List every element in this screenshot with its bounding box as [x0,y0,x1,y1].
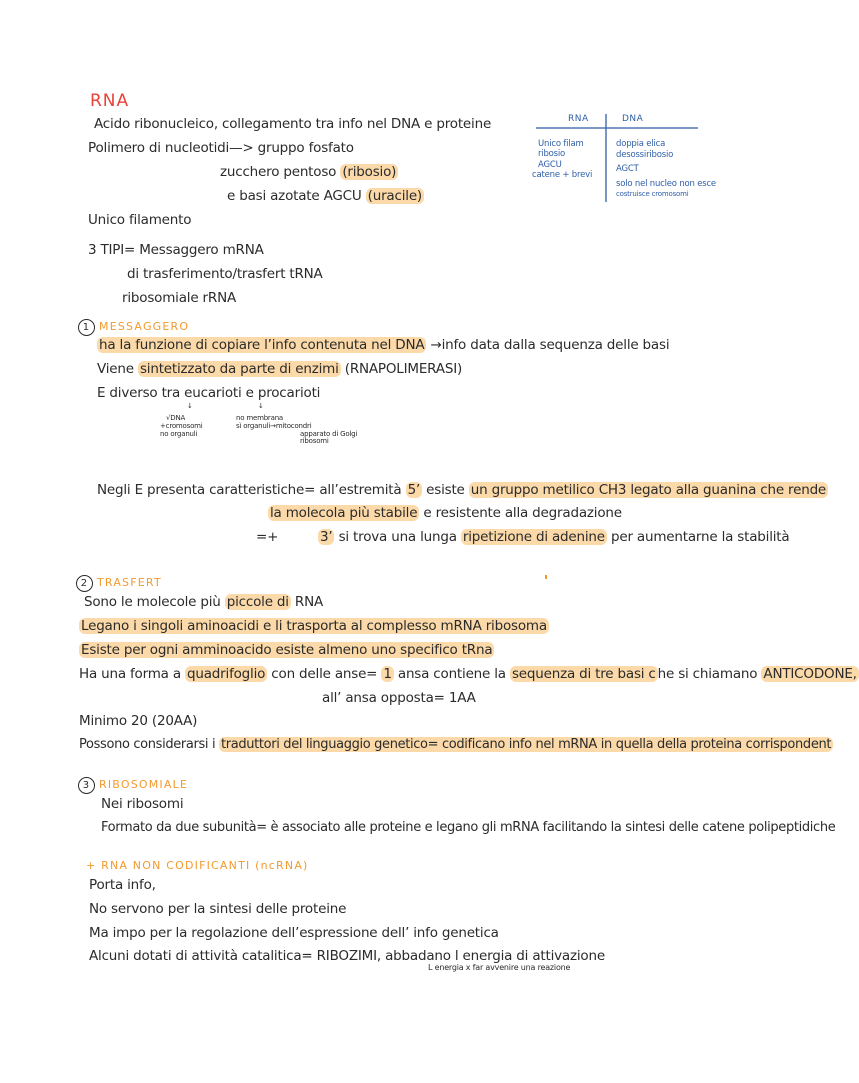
highlight: sequenza di tre basi c [511,666,656,682]
note-prokaryote: apparato di Golgi [300,430,358,438]
table-dna-row: doppia elica [616,139,666,149]
section-1-eukaryote-line-2: la molecola più stabile e resistente alla degradazione [270,505,622,521]
highlight: la molecola più stabile [270,505,418,521]
section-1-heading: 1 MESSAGGERO [78,318,189,336]
section-4-note: L energia x far avvenire una reazione [428,963,571,972]
intro-line-5: Unico filamento [88,212,192,228]
highlight: traduttori del linguaggio genetico= codificano info nel mRNA in quella della proteina corrispondent [221,737,832,752]
section-2-line-4: Ha una forma a quadrifoglio con delle anse= 1 ansa contiene la sequenza di tre basi c he si chiamano ANTICODONE, [79,666,857,682]
highlight: Legano i singoli aminoacidi e li trasporta al complesso mRNA ribosoma [81,618,547,634]
section-1-line-3: E diverso tra eucarioti e procarioti [97,385,321,401]
section-1-eukaryote-line-3: =+ [256,529,279,545]
arrow-down-icon: ↓ [187,402,193,410]
table-rna-row: ribosio [538,149,566,159]
section-number: 3 [78,777,95,794]
section-3-line-2: Formato da due subunità= è associato alle proteine e legano gli mRNA facilitando la sintesi delle catene polipeptidiche [101,820,836,835]
types-line-2: di trasferimento/trasfert tRNA [127,266,323,282]
section-2-heading: 2 TRASFERT [76,574,162,592]
table-head-rna: RNA [568,114,589,124]
highlight: 1 [383,666,392,682]
table-rna-row: AGCU [538,160,562,170]
stray-mark [545,575,547,579]
section-3-heading: 3 RIBOSOMIALE [78,776,188,794]
note-prokaryote: no membrana [236,414,284,422]
table-dna-row: desossiribosio [616,150,674,160]
section-2-line-1: Sono le molecole più piccole di RNA [84,594,324,610]
highlight: (ribosio) [342,164,397,180]
highlight: ha la funzione di copiare l’info contenuta nel DNA [99,337,425,353]
section-3-line-1: Nei ribosomi [101,796,184,812]
table-dna-row: costruisce cromosomi [616,190,689,198]
intro-line-2: Polimero di nucleotidi—> gruppo fosfato [88,140,354,156]
section-4-line-2: No servono per la sintesi delle proteine [89,901,347,917]
section-2-line-5: all’ ansa opposta= 1AA [322,690,476,706]
highlight: ripetizione di adenine [462,529,605,545]
section-1-line-2: Viene sintetizzato da parte di enzimi (RNAPOLIMERASI) [97,361,463,377]
section-number: 1 [78,319,95,336]
intro-line-1: Acido ribonucleico, collegamento tra info nel DNA e proteine [94,116,492,132]
note-eukaryote: no organuli [160,430,198,438]
highlight: quadrifoglio [187,666,266,682]
section-4-line-3: Ma impo per la regolazione dell’espressione dell’ info genetica [89,925,499,941]
section-1-eukaryote-line-3b: 3’ si trova una lunga ripetizione di adenine per aumentarne la stabilità [320,529,790,545]
section-4-line-1: Porta info, [89,877,156,893]
highlight: piccole di [226,594,289,610]
note-prokaryote: sì organuli→mitocondri [236,422,312,430]
note-eukaryote: √DNA [166,414,186,422]
highlight: ANTICODONE, [763,666,857,682]
section-2-line-2 [79,617,549,635]
section-4-line-4: Alcuni dotati di attività catalitica= RIBOZIMI, abbadano l energia di attivazione [89,948,605,964]
section-2-line-6: Minimo 20 (20AA) [79,713,198,729]
highlight: un gruppo metilico CH3 legato alla guanina che rende [470,482,827,498]
table-rna-row: catene + brevi [532,170,593,180]
table-head-dna: DNA [622,114,644,124]
note-eukaryote: +cromosomi [160,422,203,430]
arrow-down-icon: ↓ [258,402,264,410]
highlight: sintetizzato da parte di enzimi [139,361,339,377]
section-2-line-7: Possono considerarsi i traduttori del linguaggio genetico= codificano info nel mRNA in quella della proteina corrispondent [79,737,832,752]
note-prokaryote: ribosomi [300,437,329,445]
intro-line-4: e basi azotate AGCU (uracile) [227,188,422,204]
section-1-eukaryote-line-1: Negli E presenta caratteristiche= all’estremità 5’ esiste un gruppo metilico CH3 legato alla guanina che rende [97,482,827,498]
intro-line-3: zucchero pentoso (ribosio) [220,164,397,180]
section-2-line-3 [79,641,494,659]
highlight: 5’ [407,482,421,498]
table-rna-row: Unico filam [538,139,584,149]
section-4-heading: + RNA NON CODIFICANTI (ncRNA) [86,859,309,872]
section-1-line-1: ha la funzione di copiare l’info contenuta nel DNA →info data dalla sequenza delle basi [99,337,670,353]
types-line-3: ribosomiale rRNA [122,290,237,306]
page-title: RNA [90,91,130,111]
highlight: (uracile) [367,188,422,204]
highlight: Esiste per ogni amminoacido esiste almeno uno specifico tRna [81,642,493,658]
table-dna-row: solo nel nucleo non esce [616,179,716,189]
table-dna-row: AGCT [616,164,639,174]
section-number: 2 [76,575,93,592]
highlight: 3’ [320,529,333,545]
types-line-1: 3 TIPI= Messaggero mRNA [88,242,264,258]
